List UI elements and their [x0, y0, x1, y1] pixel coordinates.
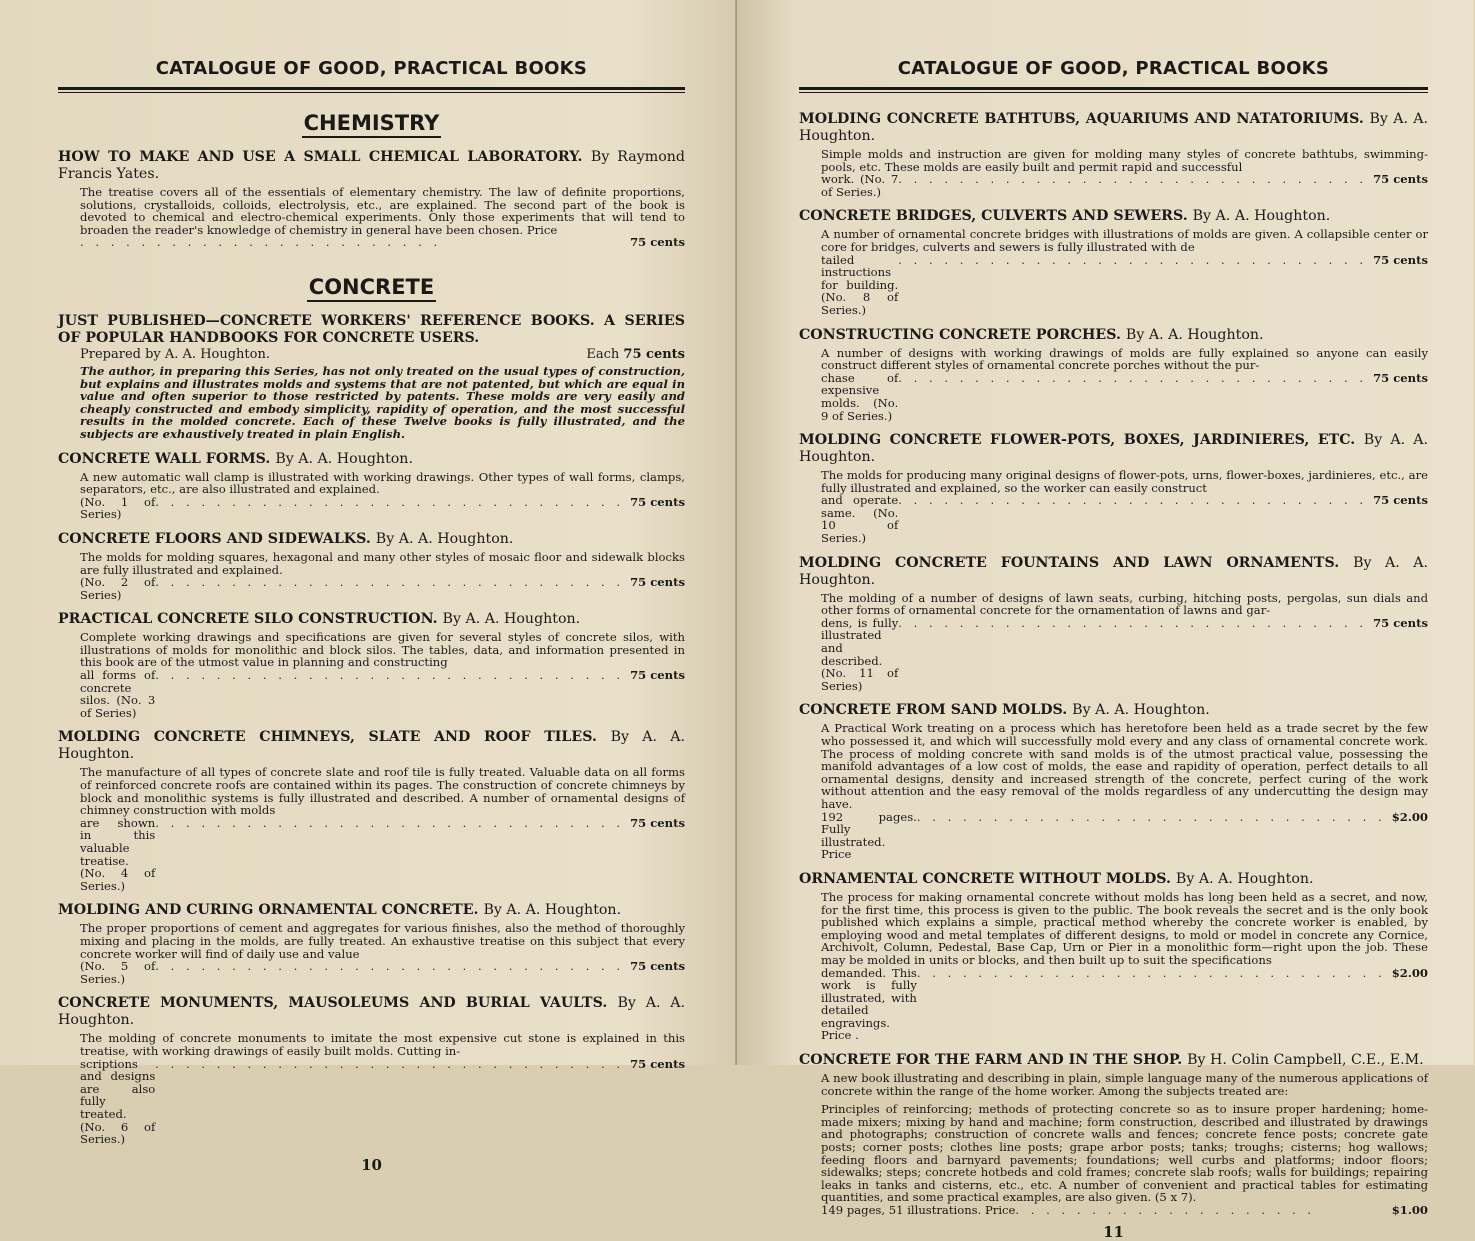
right-page	[737, 0, 1474, 1241]
book-entry	[799, 111, 1428, 198]
book-title: MOLDING CONCRETE FOUNTAINS AND LAWN ORNAMENTS. By A. A. Houghton.	[799, 554, 1428, 588]
book-price: 75 cents	[1373, 252, 1428, 267]
running-head: CATALOGUE OF GOOD, PRACTICAL BOOKS	[155, 58, 588, 79]
book-price: 75 cents	[630, 575, 685, 590]
book-description: A new book illustrating and describing in plain, simple language many of the numerous applications of concrete within the range of the home worker. Among the subjects treated are:	[821, 1071, 1428, 1098]
running-head: CATALOGUE OF GOOD, PRACTICAL BOOKS	[897, 58, 1330, 79]
book-price: 75 cents	[630, 494, 685, 509]
book-entry	[58, 531, 685, 601]
section-title-chemistry: CHEMISTRY	[58, 111, 685, 135]
book-title: ORNAMENTAL CONCRETE WITHOUT MOLDS. By A. A. Houghton.	[799, 870, 1314, 887]
book-title: PRACTICAL CONCRETE SILO CONSTRUCTION. By A. A. Houghton.	[58, 611, 581, 628]
book-description: A new automatic wall clamp is illustrated with working drawings. Other types of wall forms, clamps, separators, etc., are also illustrated and explained. (No. 1 of Series) . . . . . . . . . . . . . . . . . . . . . . . . . . . . . . . 75 cents	[80, 469, 685, 522]
book-entry	[58, 902, 685, 985]
book-description: The molds for molding squares, hexagonal and many other styles of mosaic floor and sidewalk blocks are fully illustrated and explained. (No. 2 of Series) . . . . . . . . . . . . . . . . . . . . . . . . . . . . . . . 75 cents	[80, 549, 685, 602]
book-entry	[58, 313, 685, 441]
book-price: 75 cents	[1373, 172, 1428, 187]
book-title: CONCRETE FOR THE FARM AND IN THE SHOP. By H. Colin Campbell, C.E., E.M.	[799, 1052, 1424, 1069]
book-title: CONSTRUCTING CONCRETE PORCHES. By A. A. Houghton.	[799, 326, 1264, 343]
book-description: A number of designs with working drawings of molds are fully explained so anyone can easily construct different styles of ornamental concrete porches without the pur- chase of expensive molds. (No. 9 of Series.) . . . . . . . . . . . . . . . . . . . . . . . . . . . . . . . 75 cents	[821, 345, 1428, 423]
book-description: The molding of concrete monuments to imitate the most expensive cut stone is explained in this treatise, with working drawings of easily built molds. Cutting in- scriptions and designs are also fully treated. (No. 6 of Series.) . . . . . . . . . . . . . . . . . . . . . . . . . . . . . . . 75 cents	[80, 1031, 685, 1147]
book-title: CONCRETE MONUMENTS, MAUSOLEUMS AND BURIAL VAULTS. By A. A. Houghton.	[58, 995, 685, 1029]
book-price: 75 cents	[1373, 370, 1428, 385]
book-description: The author, in preparing this Series, has not only treated on the usual types of construction, but explains and illustrates molds and systems that are not patented, but which are equal in value and often superior to those restricted by patents. These molds are very easily and cheaply constructed and embody simplicity, rapidity of operation, and the most successful results in the molded concrete. Each of these Twelve books is fully illustrated, and the subjects are exhaustively treated in plain English.	[80, 363, 685, 441]
left-page	[0, 0, 737, 1174]
prepared-by: Prepared by A. A. Houghton. Each 75 cents	[80, 346, 685, 362]
book-entry	[58, 451, 685, 521]
book-price: 75 cents	[630, 959, 685, 974]
section-title-concrete: CONCRETE	[58, 275, 685, 299]
book-entry	[58, 611, 685, 719]
book-entry	[799, 1052, 1428, 1097]
header-rule	[58, 87, 685, 93]
book-entry	[799, 432, 1428, 545]
book-title: CONCRETE FLOORS AND SIDEWALKS. By A. A. Houghton.	[58, 530, 514, 547]
book-description: The process for making ornamental concrete without molds has long been held as a secret, and now, for the first time, this process is given to the public. The book reveals the secret and is the only book published which explains a simple, practical method whereby the concrete worker is enabled, by employing wood and metal templates of different designs, to mold or model in concrete any Cornice, Archivolt, Column, Pedestal, Base Cap, Urn or Pier in a monolithic form—right upon the job. These may be molded in units or blocks, and then built up to suit the specifications demanded. This work is fully illustrated, with detailed engravings. Price . . . . . . . . . . . . . . . . . . . . . . . . . . . . . . . . $2.00	[821, 889, 1428, 1043]
book-description: Complete working drawings and specifications are given for several styles of concrete silos, with illustrations of molds for monolithic and block silos. The tables, data, and information presented in this book are of the utmost value in planning and constructing all forms of concrete silos. (No. 3 of Series) . . . . . . . . . . . . . . . . . . . . . . . . . . . . . . . 75 cents	[80, 630, 685, 720]
book-price: $2.00	[1391, 965, 1428, 980]
book-description: The proper proportions of cement and aggregates for various finishes, also the method of thoroughly mixing and placing in the molds, are fully treated. An exhaustive treatise on this subject that every concrete worker will find of daily use and value (No. 5 of Series.) . . . . . . . . . . . . . . . . . . . . . . . . . . . . . . . 75 cents	[80, 921, 685, 986]
book-price: $1.00	[1391, 1203, 1428, 1217]
book-description: Simple molds and instruction are given for molding many styles of concrete bathtubs, swimming-pools, etc. These molds are easily built and permit rapid and successful work. (No. 7 of Series.) . . . . . . . . . . . . . . . . . . . . . . . . . . . . . . . 75 cents	[821, 147, 1428, 199]
book-title: MOLDING CONCRETE FLOWER-POTS, BOXES, JARDINIERES, ETC. By A. A. Houghton.	[799, 432, 1428, 466]
book-price: 75 cents	[630, 1056, 685, 1071]
header-rule	[799, 87, 1428, 93]
book-title: HOW TO MAKE AND USE A SMALL CHEMICAL LABORATORY. By Raymond Francis Yates.	[58, 149, 685, 182]
book-description: The molds for producing many original designs of flower-pots, urns, flower-boxes, jardinieres, etc., are fully illustrated and explained, so the worker can easily construct and operate same. (No. 10 of Series.) . . . . . . . . . . . . . . . . . . . . . . . . . . . . . . . 75 cents	[821, 468, 1428, 546]
book-title: JUST PUBLISHED—CONCRETE WORKERS' REFERENCE BOOKS. A SERIES OF POPULAR HANDBOOKS FOR CONCRETE USERS.	[58, 312, 685, 346]
book-entry	[58, 149, 685, 249]
book-description: A number of ornamental concrete bridges with illustrations of molds are given. A collapsible center or core for bridges, culverts and sewers is fully illustrated with de tailed instructions for building. (No. 8 of Series.) . . . . . . . . . . . . . . . . . . . . . . . . . . . . . . . 75 cents	[821, 227, 1428, 317]
book-title: CONCRETE FROM SAND MOLDS. By A. A. Houghton.	[799, 702, 1210, 719]
book-price: 75 cents	[1373, 615, 1428, 630]
book-price: 75 cents	[630, 815, 685, 830]
book-entry	[58, 995, 685, 1145]
book-entry	[58, 729, 685, 892]
book-description: Principles of reinforcing; methods of protecting concrete so as to insure proper hardening; home-made mixers; mixing by hand and machine; form construction, described and illustrated by drawings and photographs; construction of concrete walls and fences; concrete fence posts; concrete gate posts; corner posts; clothes line posts; grape arbor posts; tanks; troughs; cisterns; hog wallows; feeding floors and barnyard pavements; foundations; well curbs and platforms; indoor floors; sidewalks; steps; concrete hotbeds and cold frames; concrete slab roofs; walls for buildings; repairing leaks in tanks and cisterns, etc., etc. A number of convenient and practical tables for estimating quantities, and some practical examples, are also given. (5 x 7). 149 pages, 51 illustrations. Price . . . . . . . . . . . . . . . . . . . . $1.00	[821, 1102, 1428, 1217]
book-price: 75 cents	[630, 235, 685, 250]
book-price: 75 cents	[630, 668, 685, 683]
book-entry	[799, 871, 1428, 1042]
book-title: MOLDING CONCRETE CHIMNEYS, SLATE AND ROOF TILES. By A. A. Houghton.	[58, 729, 685, 763]
book-price: 75 cents	[1373, 493, 1428, 508]
book-title: MOLDING CONCRETE BATHTUBS, AQUARIUMS AND NATATORIUMS. By A. A. Houghton.	[799, 111, 1428, 144]
book-title: CONCRETE BRIDGES, CULVERTS AND SEWERS. By A. A. Houghton.	[799, 208, 1331, 225]
book-entry	[799, 702, 1428, 861]
book-entry	[799, 327, 1428, 423]
book-description: The molding of a number of designs of lawn seats, curbing, hitching posts, pergolas, sun dials and other forms of ornamental concrete for the ornamentation of lawns and gar- dens, is fully illustrated and described. (No. 11 of Series) . . . . . . . . . . . . . . . . . . . . . . . . . . . . . . . 75 cents	[821, 590, 1428, 693]
book-entry	[799, 555, 1428, 693]
page-number: 11	[1103, 1222, 1124, 1241]
book-description: The treatise covers all of the essentials of elementary chemistry. The law of definite proportions, solutions, crystalloids, colloids, electrolysis, etc., are explained. The second part of the book is devoted to chemical and electro-chemical experiments. Only those experiments that will tend to broaden the reader's knowledge of chemistry in general have been chosen. Price . . . . . . . . . . . . . . . . . . . . . . . . 75 cents	[80, 185, 685, 250]
page-number: 10	[361, 1155, 382, 1174]
book-description: A Practical Work treating on a process which has heretofore been held as a trade secret by the few who possessed it, and which will successfully mold every and any class of ornamental concrete work. The process of molding concrete with sand molds is of the utmost practical value, possessing the manifold advantages of a low cost of molds, the ease and rapidity of operation, perfect details to all ornamental designs, density and increased strength of the concrete, perfect curing of the work without attention and the easy removal of the molds regardless of any undercutting the design may have. 192 pages. Fully illustrated. Price . . . . . . . . . . . . . . . . . . . . . . . . . . . . . . . $2.00	[821, 721, 1428, 862]
book-title: MOLDING AND CURING ORNAMENTAL CONCRETE. By A. A. Houghton.	[58, 902, 622, 919]
book-entry	[799, 208, 1428, 316]
book-title: CONCRETE WALL FORMS. By A. A. Houghton.	[58, 450, 413, 467]
book-price: $2.00	[1391, 809, 1428, 824]
book-description: The manufacture of all types of concrete slate and roof tile is fully treated. Valuable data on all forms of reinforced concrete roofs are contained within its pages. The construction of concrete chimneys by block and monolithic systems is fully illustrated and described. A number of ornamental designs of chimney construction with molds are shown in this valuable treatise. (No. 4 of Series.) . . . . . . . . . . . . . . . . . . . . . . . . . . . . . . . 75 cents	[80, 765, 685, 893]
